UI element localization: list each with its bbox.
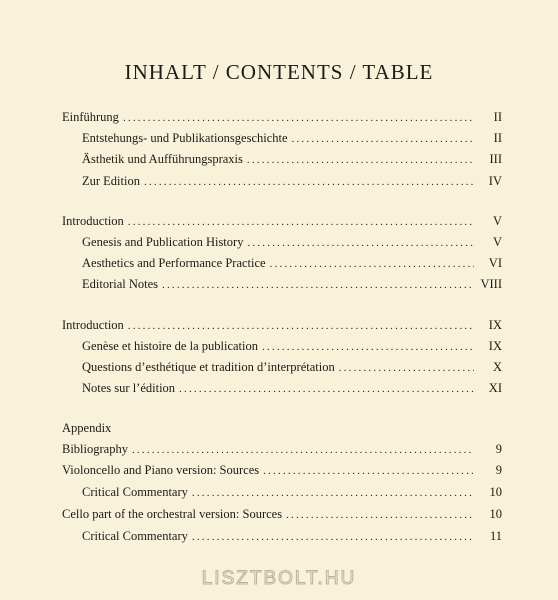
dot-leader [263,462,474,480]
toc-entry-label: Introduction [62,318,124,332]
toc-page-number: IX [488,339,502,353]
toc-entry-label: Aesthetics and Performance Practice [82,256,266,270]
toc-entry-label: Critical Commentary [82,529,188,543]
toc-page-number: 11 [489,529,502,543]
toc-page-number: 10 [489,485,502,499]
watermark: LISZTBOLT.HU [201,568,357,589]
toc-page-number: VI [488,256,502,270]
dot-leader [192,528,474,546]
toc-page-number: V [492,235,502,249]
toc-entry-label: Critical Commentary [82,485,188,499]
toc-page-number: V [492,214,502,228]
toc-entry-label: Zur Edition [82,174,140,188]
toc-entry-asthetik [62,150,502,168]
toc-page-number: XI [488,381,502,395]
toc-page-number: II [493,110,502,124]
toc-entry-label: Ästhetik und Aufführungspraxis [82,152,243,166]
dot-leader [247,151,474,169]
dot-leader [128,213,474,231]
toc-entry-label: Bibliography [62,442,128,456]
toc-entry-label: Genesis and Publication History [82,235,244,249]
toc-entry-editorial-notes [62,275,502,293]
dot-leader [132,441,474,459]
toc-page-number: II [493,131,502,145]
toc-entry-label: Entstehungs- und Publikationsgeschichte [82,131,288,145]
dot-leader [192,484,474,502]
dot-leader [144,173,474,191]
toc-entry-entstehung [62,129,502,147]
toc-page-number: IX [488,318,502,332]
toc-entry-genesis [62,233,502,251]
toc-entry-orch-commentary [62,527,502,545]
dot-leader [339,359,474,377]
toc-entry-label: Questions d’esthétique et tradition d’interprétation [82,360,335,374]
toc-page-number: IV [488,174,502,188]
dot-leader [286,506,474,524]
toc-entry-label: Introduction [62,214,124,228]
toc-entry-vc-piano-commentary [62,483,502,501]
toc-entry-einfuhrung [62,108,502,126]
toc-entry-bibliography [62,440,502,458]
toc-entry-aesthetics [62,254,502,272]
dot-leader [292,130,474,148]
toc-page-number: 10 [489,507,502,521]
appendix-heading: Appendix [62,421,112,435]
toc-entry-orch-sources [62,505,502,523]
dot-leader [179,380,474,398]
dot-leader [162,276,474,294]
toc-page-number: X [492,360,502,374]
dot-leader [270,255,474,273]
toc-entry-genese [62,337,502,355]
toc-entry-label: Editorial Notes [82,277,159,291]
toc-entry-introduction-en [62,212,502,230]
toc-entry-label: Genèse et histoire de la publication [82,339,258,353]
toc-entry-label: Cello part of the orchestral version: Sources [62,507,283,521]
toc-entry-introduction-fr [62,316,502,334]
toc-page-number: VIII [480,277,502,291]
dot-leader [262,338,474,356]
toc-entry-zur-edition [62,172,502,190]
toc-entry-notes-edition [62,379,502,397]
toc-page-number: 9 [495,463,502,477]
dot-leader [123,109,474,127]
toc-page-number: III [489,152,502,166]
toc-entry-questions [62,358,502,376]
page-title: INHALT / CONTENTS / TABLE [124,60,434,84]
toc-page-number: 9 [495,442,502,456]
toc-entry-label: Notes sur l’édition [82,381,176,395]
dot-leader [247,234,474,252]
toc-entry-label: Einführung [62,110,119,124]
dot-leader [128,317,474,335]
toc-entry-vc-piano-sources [62,461,502,479]
toc-entry-label: Violoncello and Piano version: Sources [62,463,260,477]
